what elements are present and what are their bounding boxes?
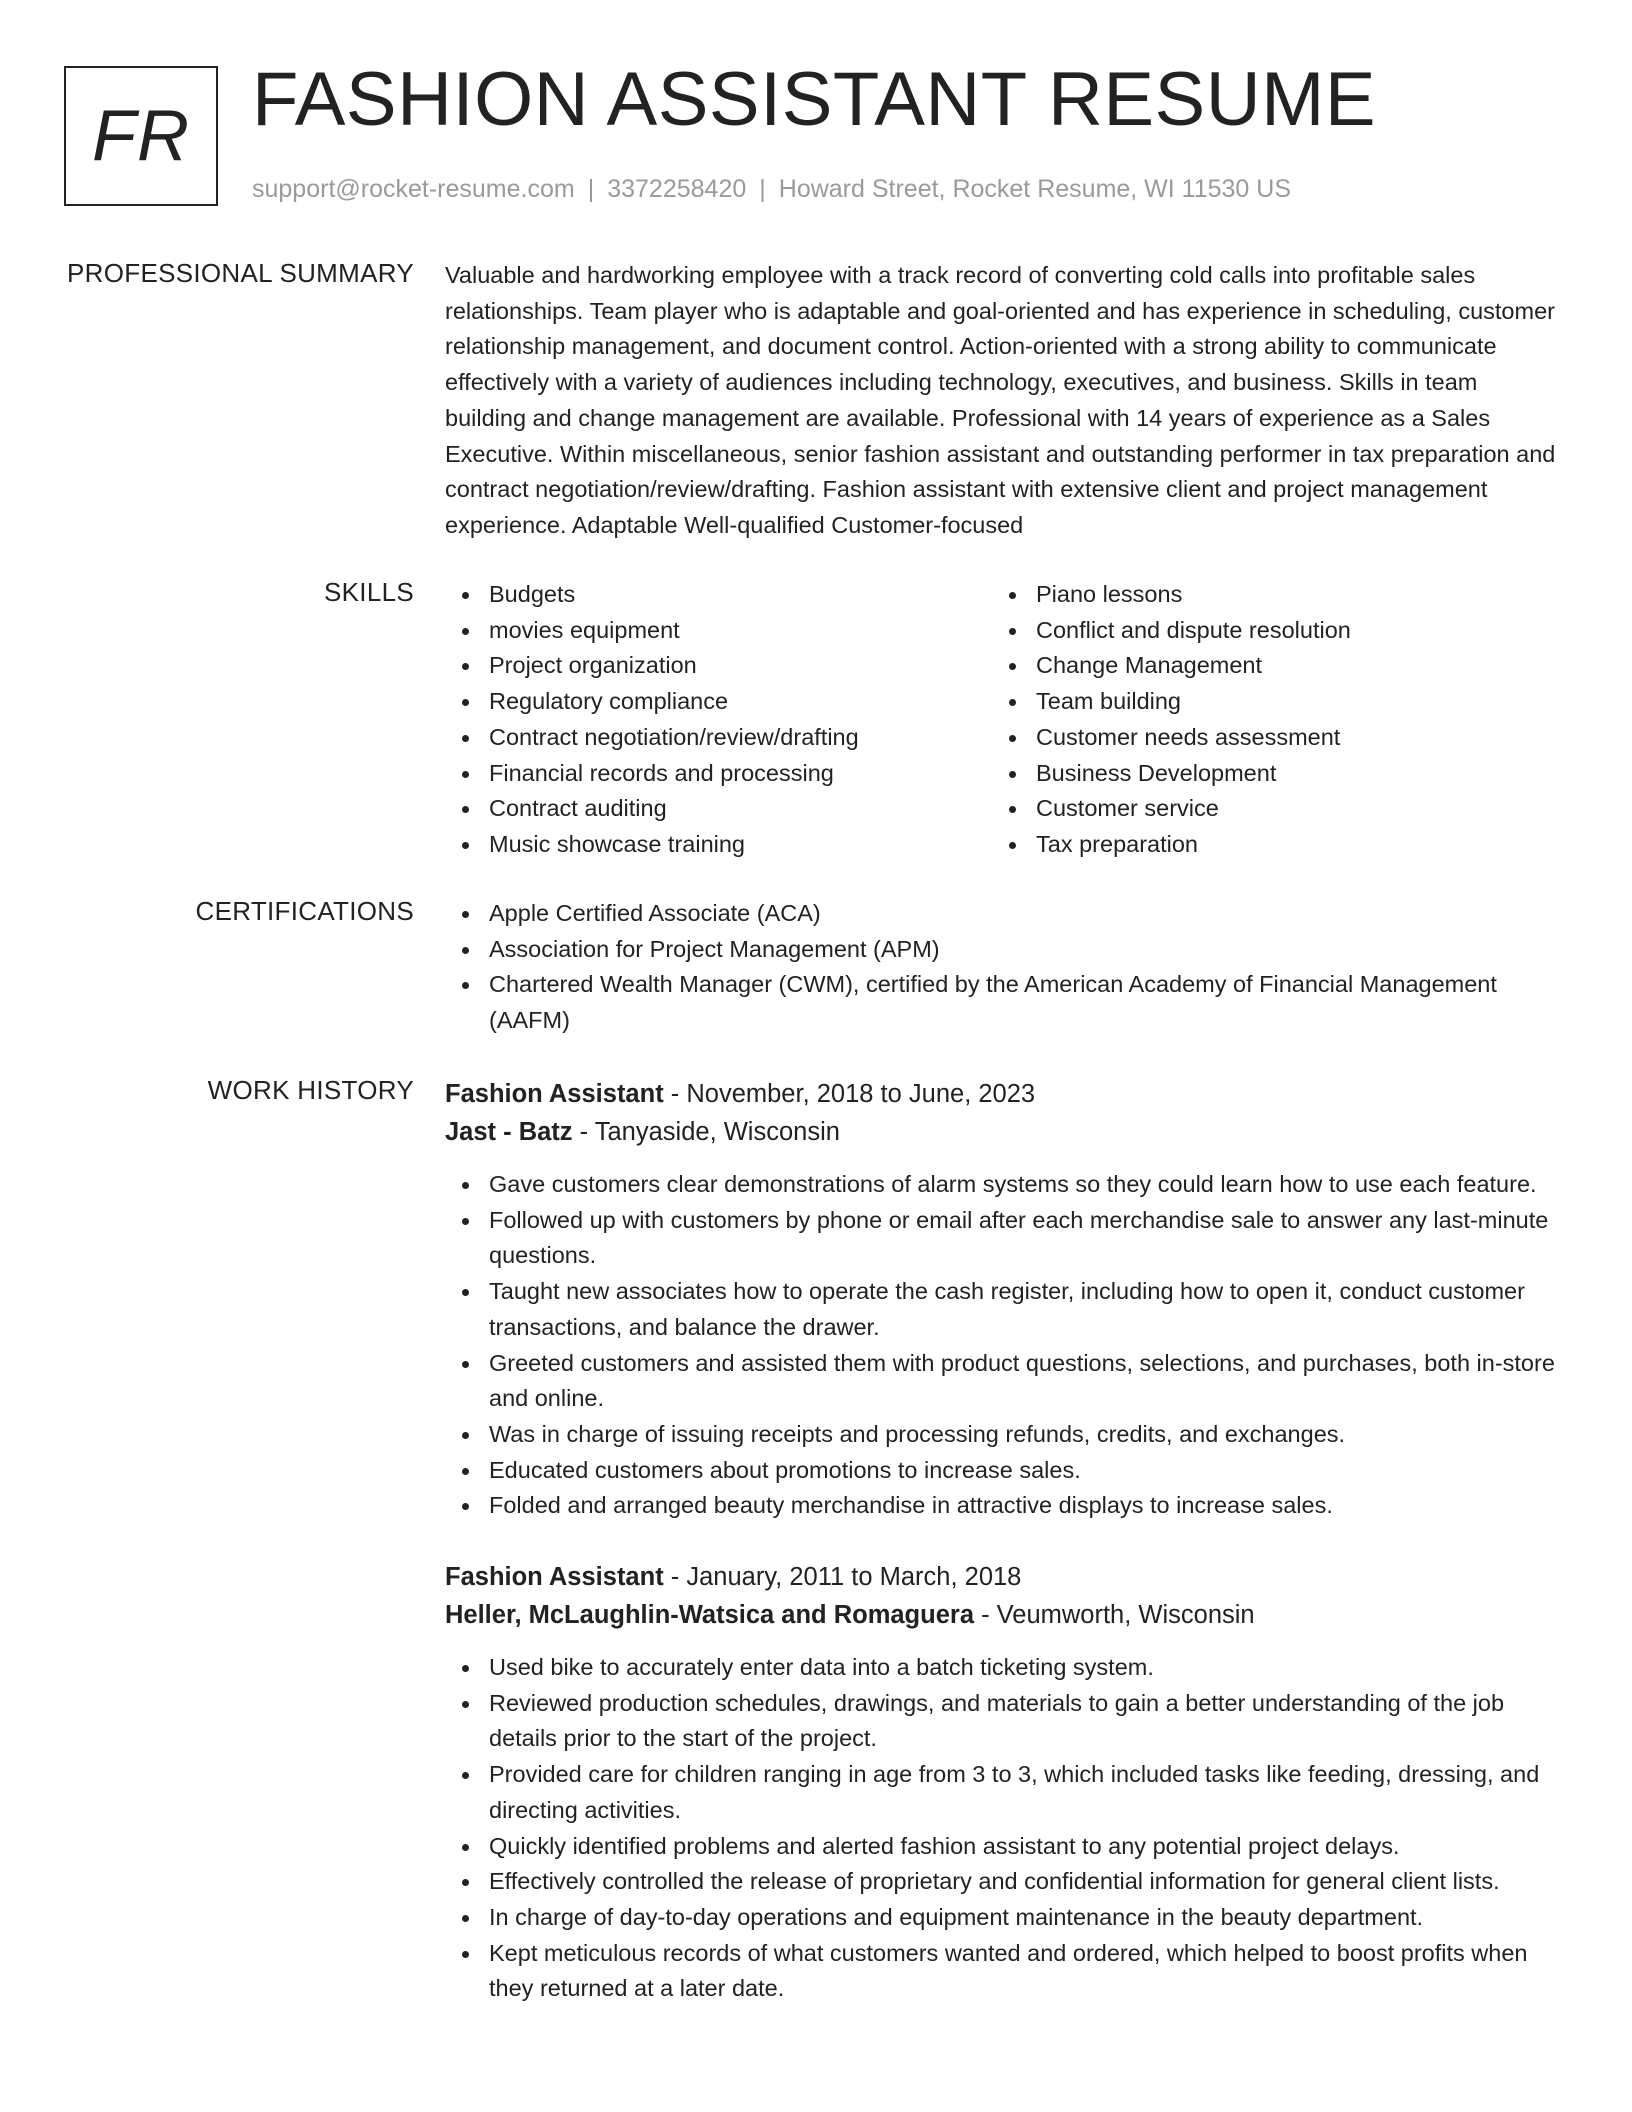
contact-address: Howard Street, Rocket Resume, WI 11530 US [778, 175, 1292, 203]
skill-item: movies equipment [489, 613, 992, 649]
job-bullet: Effectively controlled the release of proprietary and confidential information for general client lists. [489, 1864, 1560, 1900]
certification-item: Association for Project Management (APM) [489, 932, 1560, 968]
skill-item: Regulatory compliance [489, 684, 992, 720]
job-entry [445, 1075, 1560, 1524]
contact-line [252, 175, 1291, 204]
job-title-line [445, 1075, 1560, 1113]
job-bullet: Educated customers about promotions to increase sales. [489, 1453, 1560, 1489]
skill-item: Budgets [489, 577, 992, 613]
job-bullet: Was in charge of issuing receipts and processing refunds, credits, and exchanges. [489, 1417, 1560, 1453]
job-bullet: Reviewed production schedules, drawings, and materials to gain a better understanding of the job details prior to the start of the project. [489, 1686, 1560, 1757]
job-bullet: Followed up with customers by phone or email after each merchandise sale to answer any last-minute questions. [489, 1203, 1560, 1274]
resume-title: FASHION ASSISTANT RESUME [252, 57, 1377, 142]
skill-item: Change Management [1036, 648, 1539, 684]
contact-separator: | [759, 175, 766, 203]
job-entry [445, 1558, 1560, 2007]
job-bullet: Quickly identified problems and alerted fashion assistant to any potential project delays. [489, 1829, 1560, 1865]
certifications-body [445, 896, 1560, 1039]
skill-item: Customer service [1036, 791, 1539, 827]
skill-item: Financial records and processing [489, 756, 992, 792]
skill-item: Project organization [489, 648, 992, 684]
work-history-body [445, 1075, 1560, 2041]
skill-item: Contract negotiation/review/drafting [489, 720, 992, 756]
job-title-line [445, 1558, 1560, 1596]
job-dates: - January, 2011 to March, 2018 [663, 1563, 1022, 1592]
summary-heading: PROFESSIONAL SUMMARY [67, 258, 414, 288]
skill-item: Conflict and dispute resolution [1036, 613, 1539, 649]
job-company-line [445, 1596, 1560, 1634]
job-bullet: Kept meticulous records of what customers wanted and ordered, which helped to boost profits when they returned at a later date. [489, 1936, 1560, 2007]
job-title: Fashion Assistant [445, 1080, 664, 1108]
skills-column-left [445, 577, 992, 863]
job-location: - Veumworth, Wisconsin [974, 1601, 1255, 1630]
job-company-line [445, 1113, 1560, 1151]
job-company: Heller, McLaughlin-Watsica and Romaguera [445, 1601, 975, 1630]
job-bullet: Folded and arranged beauty merchandise in attractive displays to increase sales. [489, 1488, 1560, 1524]
job-bullet: Provided care for children ranging in age from 3 to 3, which included tasks like feeding, dressing, and directing activities. [489, 1757, 1560, 1828]
certification-item: Chartered Wealth Manager (CWM), certified by the American Academy of Financial Management (AAFM) [489, 967, 1560, 1038]
job-bullet: Used bike to accurately enter data into a batch ticketing system. [489, 1650, 1560, 1686]
skill-item: Piano lessons [1036, 577, 1539, 613]
skills-heading: SKILLS [324, 577, 414, 607]
skill-item: Customer needs assessment [1036, 720, 1539, 756]
contact-phone: 3372258420 [607, 175, 747, 203]
skills-column-right [992, 577, 1539, 863]
job-dates: - November, 2018 to June, 2023 [663, 1080, 1036, 1108]
job-company: Jast - Batz [445, 1118, 573, 1146]
summary-text: Valuable and hardworking employee with a track record of converting cold calls into profitable sales relationships. Team player who is adaptable and goal-oriented and has experience in scheduling, customer relationship management, and document control. Action-oriented with a strong ability to communicate effectively with a variety of audiences including technology, executives, and business. Skills in team building and change management are available. Professional with 14 years of experience as a Sales Executive. Within miscellaneous, senior fashion assistant and outstanding performer in tax preparation and contract negotiation/review/drafting. Fashion assistant with extensive client and project management experience. Adaptable Well-qualified Customer-focused [445, 262, 1556, 538]
certifications-heading: CERTIFICATIONS [195, 896, 414, 926]
job-bullet: Greeted customers and assisted them with product questions, selections, and purchases, both in-store and online. [489, 1346, 1560, 1417]
job-title: Fashion Assistant [445, 1563, 664, 1592]
skill-item: Team building [1036, 684, 1539, 720]
job-location: - Tanyaside, Wisconsin [572, 1118, 840, 1146]
summary-body [445, 258, 1560, 544]
skills-grid [445, 577, 1560, 863]
job-bullet: In charge of day-to-day operations and equipment maintenance in the beauty department. [489, 1900, 1560, 1936]
job-bullet: Taught new associates how to operate the cash register, including how to open it, conduct customer transactions, and balance the drawer. [489, 1274, 1560, 1345]
contact-separator: | [587, 175, 595, 203]
certification-item: Apple Certified Associate (ACA) [489, 896, 1560, 932]
job-bullet: Gave customers clear demonstrations of alarm systems so they could learn how to use each feature. [489, 1167, 1560, 1203]
contact-email: support@rocket-resume.com [252, 175, 575, 203]
skill-item: Music showcase training [489, 827, 992, 863]
work-history-heading: WORK HISTORY [207, 1075, 414, 1105]
skills-body [445, 577, 1560, 863]
skill-item: Contract auditing [489, 791, 992, 827]
monogram-logo: FR [64, 66, 218, 206]
skill-item: Tax preparation [1036, 827, 1539, 863]
skill-item: Business Development [1036, 756, 1539, 792]
